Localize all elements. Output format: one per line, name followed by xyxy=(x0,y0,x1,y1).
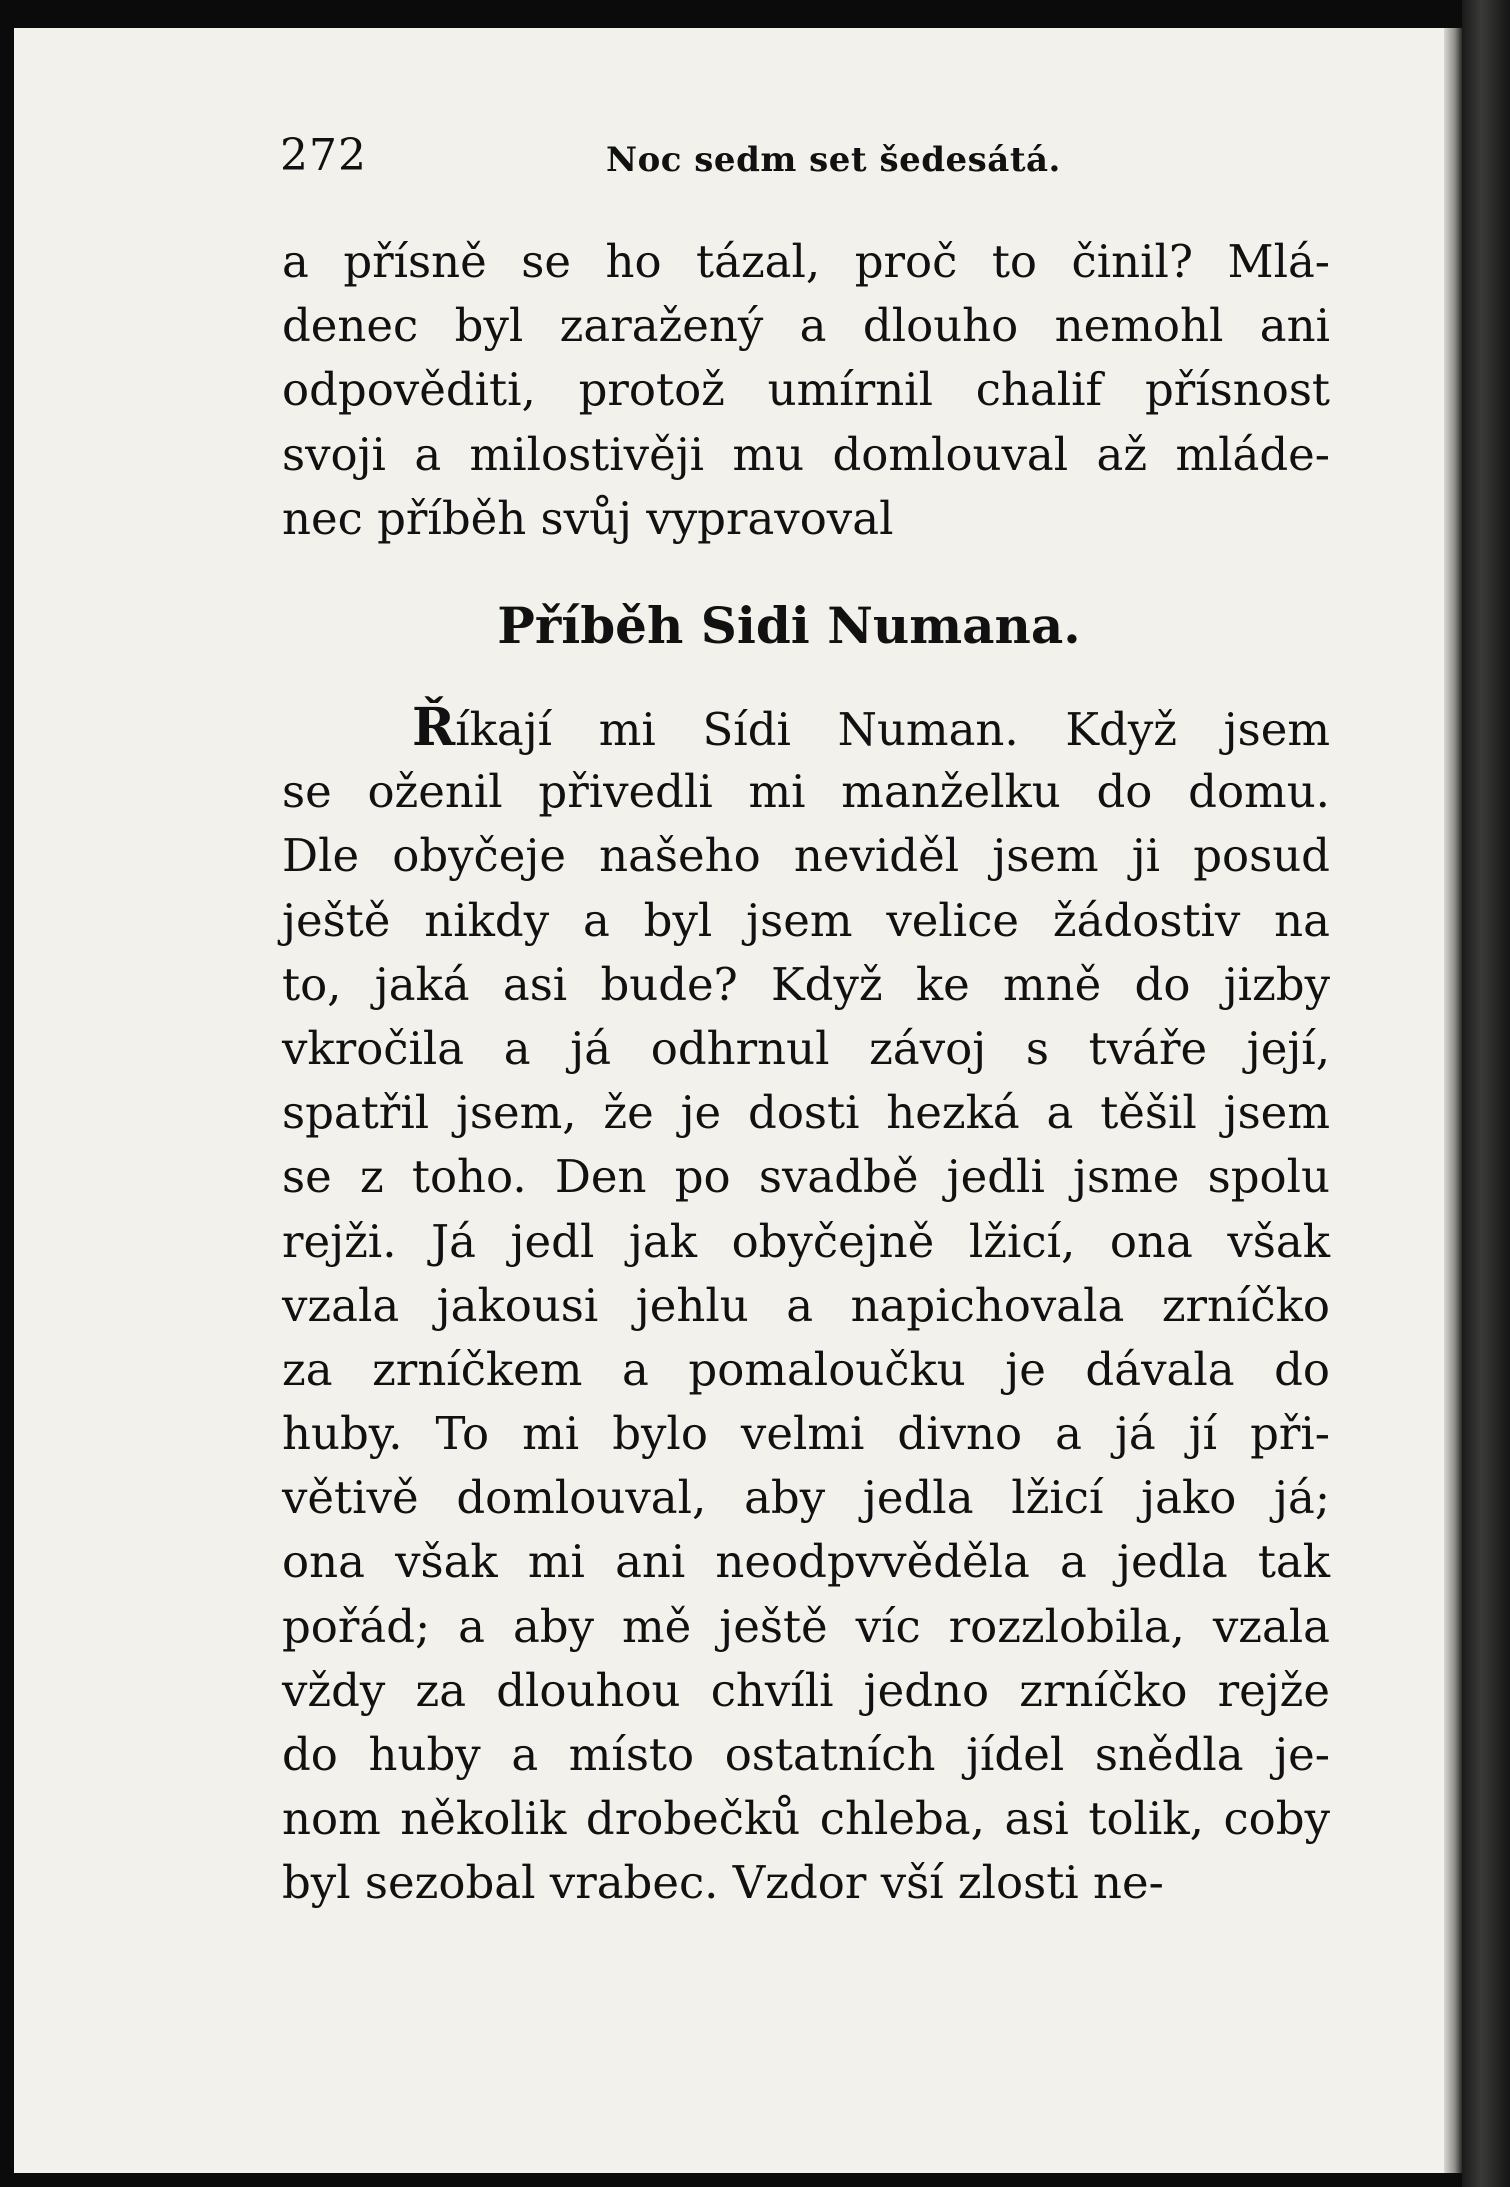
text-line: a přísně se ho tázal, proč to činil? Mlá- xyxy=(282,235,1330,288)
book-page xyxy=(14,28,1444,2173)
text-line: do huby a místo ostatních jídel snědla je- xyxy=(282,1728,1330,1781)
text-line: za zrníčkem a pomaloučku je dávala do xyxy=(282,1342,1330,1396)
running-title: Noc sedm set šedesátá. xyxy=(606,140,1061,180)
text-line: byl sezobal vrabec. Vzdor vší zlosti ne- xyxy=(282,1856,1164,1910)
text-line: Říkají mi Sídi Numan. Když jsem xyxy=(412,697,1330,758)
binding-edge xyxy=(1462,0,1510,2187)
text-line: odpověditi, protož umírnil chalif přísnost xyxy=(282,363,1330,417)
page-number: 272 xyxy=(280,130,367,181)
text-line: svoji a milostivěji mu domlouval až mláde- xyxy=(282,427,1330,481)
text-line: rejži. Já jedl jak obyčejně lžicí, ona však xyxy=(282,1214,1330,1268)
text-line: Dle obyčeje našeho neviděl jsem ji posud xyxy=(282,829,1330,883)
text-line: pořád; a aby mě ještě víc rozzlobila, vzala xyxy=(282,1599,1330,1653)
text-line: spatřil jsem, že je dosti hezká a těšil jsem xyxy=(282,1086,1330,1140)
text-line: se z toho. Den po svadbě jedli jsme spolu xyxy=(282,1150,1330,1204)
section-title: Příběh Sidi Numana. xyxy=(497,596,1081,655)
page-text xyxy=(14,28,1444,2173)
text-line: ona však mi ani neodpvvěděla a jedla tak xyxy=(282,1535,1330,1589)
text-line: huby. To mi bylo velmi divno a já jí při- xyxy=(282,1407,1330,1461)
text-line: vždy za dlouhou chvíli jedno zrníčko rejže xyxy=(282,1663,1330,1717)
paragraph-1 xyxy=(282,230,1330,551)
text-line: denec byl zaražený a dlouho nemohl ani xyxy=(282,299,1330,353)
text-line: to, jaká asi bude? Když ke mně do jizby xyxy=(282,957,1330,1011)
text-line: nec příběh svůj vypravoval xyxy=(282,491,894,545)
text-line: ještě nikdy a byl jsem velice žádostiv na xyxy=(282,893,1330,947)
text-line: větivě domlouval, aby jedla lžicí jako já; xyxy=(282,1471,1330,1525)
text-line: vkročila a já odhrnul závoj s tváře její, xyxy=(282,1021,1330,1075)
text-line: nom několik drobečků chleba, asi tolik, coby xyxy=(282,1792,1330,1846)
paragraph-2 xyxy=(282,696,1330,1916)
text-line: vzala jakousi jehlu a napichovala zrníčko xyxy=(282,1278,1330,1332)
text-line: se oženil přivedli mi manželku do domu. xyxy=(282,765,1330,819)
page-edge xyxy=(1444,28,1462,2173)
running-head xyxy=(14,100,1444,180)
